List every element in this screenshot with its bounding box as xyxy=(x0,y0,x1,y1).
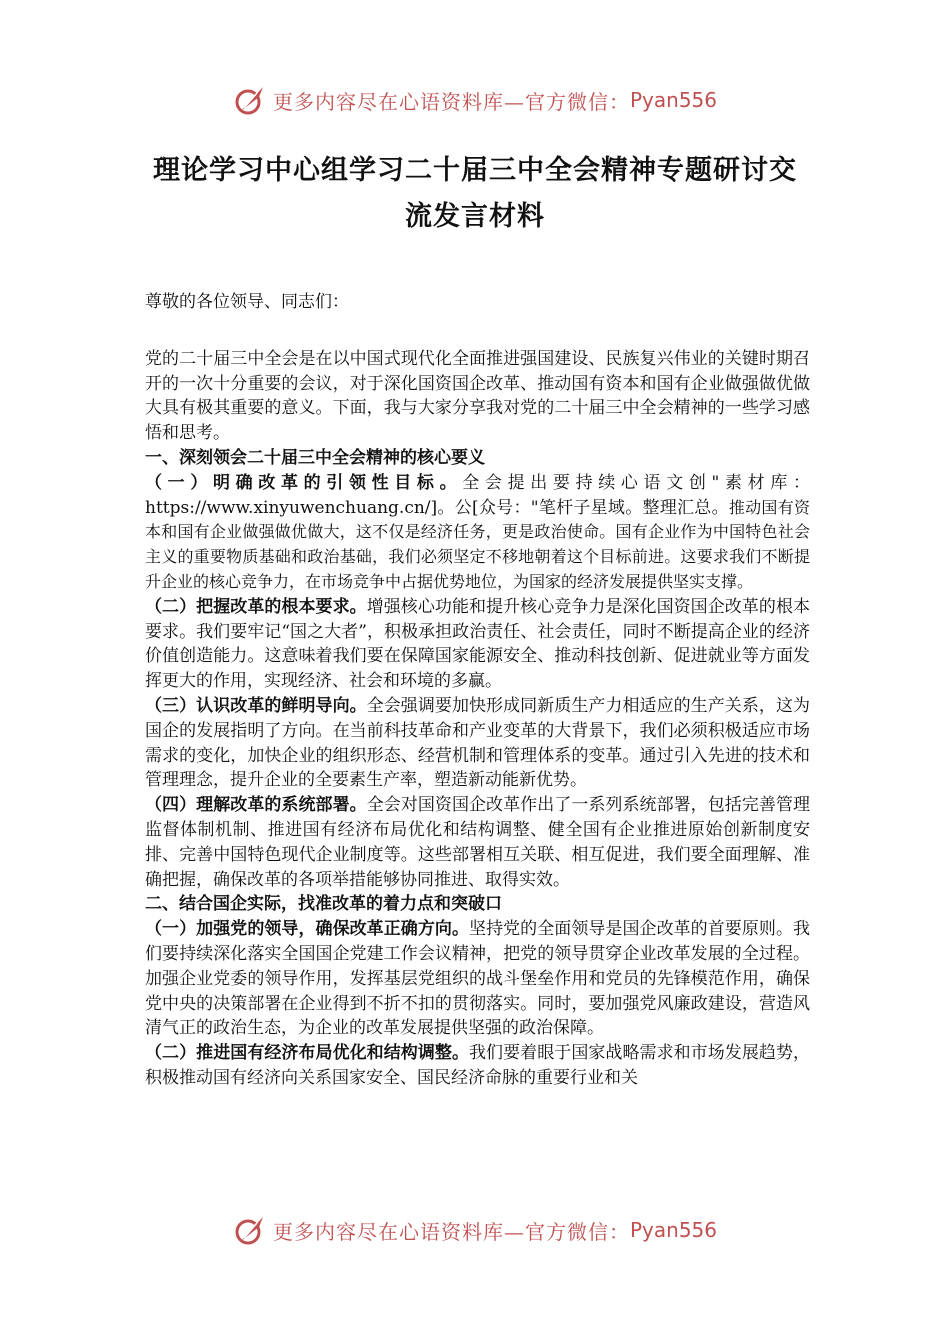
item-body: 全会强调要加快形成同新质生产力相适应的生产关系，这为国企的发展指明了方向。在当前科技革命和产业变革的大背景下，我们必须积极适应市场需求的变化，加快企业的组织形态、经营机制和管理体系的变革。通过引入先进的技术和管理理念，提升企业的全要素生产率，塑造新动能新优势。 xyxy=(145,695,811,791)
title-line-1: 理论学习中心组学习二十届三中全会精神专题研讨交 xyxy=(153,155,797,186)
item-lead: （一）明确改革的引领性目标。 xyxy=(145,472,463,493)
section-1-heading: 一、深刻领会二十届三中全会精神的核心要义 xyxy=(145,447,485,468)
item-lead: （一）加强党的领导，确保改革正确方向。 xyxy=(145,919,469,940)
title-line-2: 流发言材料 xyxy=(405,201,545,232)
item-body: 全会对国资国企改革作出了一系列系统部署，包括完善管理监督体制机制、推进国有经济布局优化和结构调整、健全国有企业推进原始创新制度安排、完善中国特色现代企业制度等。这些部署相互关联、相互促进，我们要全面理解、准确把握，确保改革的各项举措能够协同推进、取得实效。 xyxy=(145,795,811,890)
header-watermark-banner xyxy=(0,80,950,120)
item-lead: （四）理解改革的系统部署。 xyxy=(145,795,367,816)
footer-watermark-banner xyxy=(0,1210,950,1250)
section-1-item-4 xyxy=(145,793,810,892)
section-2-heading: 二、结合国企实际，找准改革的着力点和突破口 xyxy=(145,894,502,915)
item-lead: （二）推进国有经济布局优化和结构调整。 xyxy=(145,1043,469,1064)
section-1-item-2 xyxy=(145,595,810,694)
quill-logo-icon xyxy=(233,1213,267,1247)
banner-text: 更多内容尽在心语资料库—官方微信： xyxy=(272,89,630,114)
item-lead: （三）认识改革的鲜明导向。 xyxy=(145,695,367,716)
section-2-item-2 xyxy=(145,1041,810,1091)
banner-text: 更多内容尽在心语资料库—官方微信： xyxy=(272,1219,630,1244)
item-body: 全会提出要持续心语文创"素材库：https://www.xinyuwenchuang.cn/]。公[众号："笔杆子星域。整理汇总。 xyxy=(145,472,811,518)
intro-paragraph: 党的二十届三中全会是在以中国式现代化全面推进强国建设、民族复兴伟业的关键时期召开的一次十分重要的会议，对于深化国资国企改革、推动国有资本和国有企业做强做优做大具有极其重要的意义。下面，我与大家分享我对党的二十届三中全会精神的一些学习感悟和思考。 xyxy=(145,348,810,444)
section-1-item-1 xyxy=(145,471,810,595)
section-1-item-3 xyxy=(145,694,810,793)
document-body xyxy=(145,290,810,1091)
greeting: 尊敬的各位领导、同志们： xyxy=(145,292,349,312)
item-body: 增强核心功能和提升核心竞争力是深化国资国企改革的根本要求。我们要牢记“国之大者”，积极承担政治责任、社会责任，同时不断提高企业的经济价值创造能力。这意味着我们要在保障国家能源安全、推动科技创新、促进就业等方面发挥更大的作用，实现经济、社会和环境的多赢。 xyxy=(145,596,811,692)
banner-wechat-id: Pyan556 xyxy=(629,1218,717,1242)
item-lead: （二）把握改革的根本要求。 xyxy=(145,596,367,617)
item-body: 我们要着眼于国家战略需求和市场发展趋势，积极推动国有经济向关系国家安全、国民经济命脉的重要行业和关 xyxy=(145,1043,810,1088)
item-body: 坚持党的全面领导是国企改革的首要原则。我们要持续深化落实全国国企党建工作会议精神，把党的领导贯穿企业改革发展的全过程。加强企业党委的领导作用，发挥基层党组织的战斗堡垒作用和党员的先锋模范作用，确保党中央的决策部署在企业得到不折不扣的贯彻落实。同时，要加强党风廉政建设，营造风清气正的政治生态，为企业的改革发展提供坚强的政治保障。 xyxy=(145,919,810,1039)
section-2-item-1 xyxy=(145,917,810,1041)
banner-wechat-id: Pyan556 xyxy=(629,88,717,112)
document-title xyxy=(120,148,830,240)
quill-logo-icon xyxy=(233,83,267,117)
item-body-alt: 推动国有资本和国有企业做强做优做大，这不仅是经济任务，更是政治使命。国有企业作为中国特色社会主义的重要物质基础和政治基础，我们必须坚定不移地朝着这个目标前进。这要求我们不断提升企业的核心竞争力，在市场竞争中占据优势地位，为国家的经济发展提供坚实支撑。 xyxy=(145,497,810,591)
